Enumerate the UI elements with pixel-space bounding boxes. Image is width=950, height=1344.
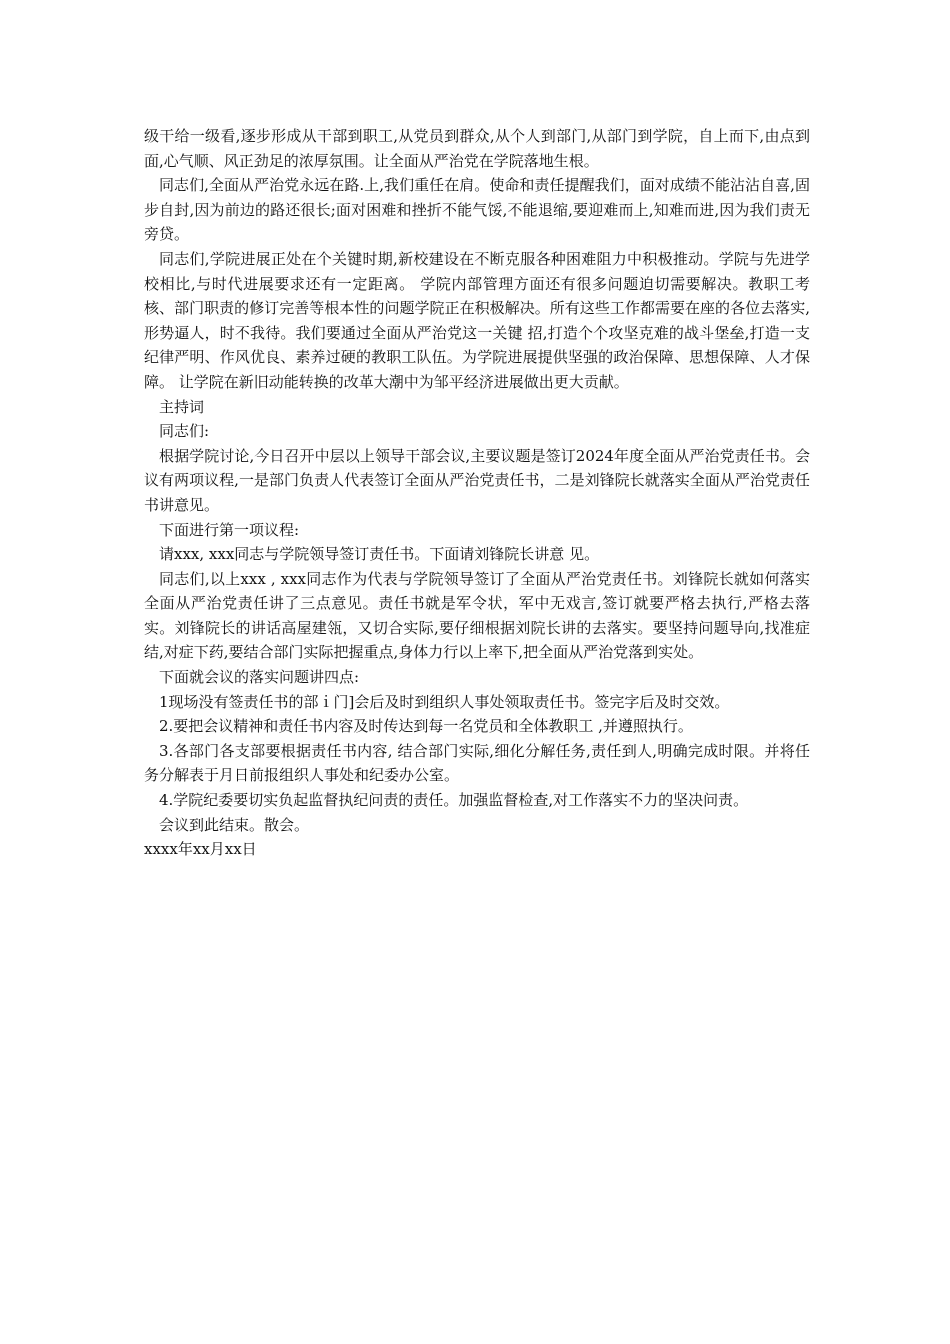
paragraph: 请xxx, xxx同志与学院领导签订责任书。下面请刘锋院长讲意 见。 [159,545,600,564]
document-body [144,124,810,862]
paragraph: 同志们,学院进展正处在个关键时期,新校建设在不断克服各种困难阻力中积极推动。学院与先进学校相比,与时代进展要求还有一定距离。 学院内部管理方面还有很多问题迫切需要解决。教职工考核、部门职责的修订完善等根本性的问题学院正在积极解决。所有这些工作都需要在座的各位去落实, 形势逼人，时不我待。我们要通过全面从严治党这一关键 招,打造个个攻坚克难的战斗堡垒,打造一支纪律严明、作风优良、素养过硬的教职工队伍。为学院进展提供坚强的政治保障、思想保障、人才保障。 让学院在新旧动能转换的改革大潮中为邹平经济进展做出更大贡献。 [144,249,810,391]
paragraph: 下面进行第一项议程: [159,520,300,539]
date-line: xxxx年xx月xx日 [144,840,257,859]
list-item: 3.各部门各支部要根据责任书内容, 结合部门实际,细化分解任务,责任到人,明确完成时限。并将任务分解表于月日前报组织人事处和纪委办公室。 [144,741,810,785]
salutation: 同志们: [159,422,210,441]
paragraph: 根据学院讨论,今日召开中层以上领导干部会议,主要议题是签订2024年度全面从严治党责任书。会议有两项议程,一是部门负责人代表签订全面从严治党责任书，二是刘锋院长就落实全面从严治党责任书讲意见。 [144,446,810,514]
section-heading: 主持词 [159,397,205,416]
list-item: 4.学院纪委要切实负起监督执纪问责的责任。加强监督检查,对工作落实不力的坚决问责。 [159,791,749,810]
paragraph: 下面就会议的落实问题讲四点: [159,668,360,687]
list-item: 1现场没有签责任书的部ｉ门]会后及时到组织人事处领取责任书。签完字后及时交效。 [159,692,730,711]
paragraph: 会议到此结束。散会。 [159,815,310,834]
paragraph: 同志们,以上xxx , xxx同志作为代表与学院领导签订了全面从严治党责任书。刘锋院长就如何落实全面从严治党责任讲了三点意见。责任书就是军令状，军中无戏言,签订就要严格去执行,严格去落实。刘锋院长的讲话高屋建瓴，又切合实际,要仔细根据刘院长讲的去落实。要坚持问题导向,找准症结,对症下药,要结合部门实际把握重点,身体力行以上率下,把全面从严治党落到实处。 [144,569,810,662]
paragraph: 同志们,全面从严治党永远在路.上,我们重任在肩。使命和责任提醒我们，面对成绩不能沾沾自喜,固步自封,因为前边的路还很长;面对困难和挫折不能气馁,不能退缩,要迎难而上,知难而进,因为我们责无旁贷。 [144,176,810,244]
paragraph: 级干给一级看,逐步形成从干部到职工,从党员到群众,从个人到部门,从部门到学院，自上而下,由点到面,心气顺、风正劲足的浓厚氛围。让全面从严治党在学院落地生根。 [144,127,810,170]
list-item: 2.要把会议精神和责任书内容及时传达到每一名党员和全体教职工 ,并遵照执行。 [159,717,693,736]
